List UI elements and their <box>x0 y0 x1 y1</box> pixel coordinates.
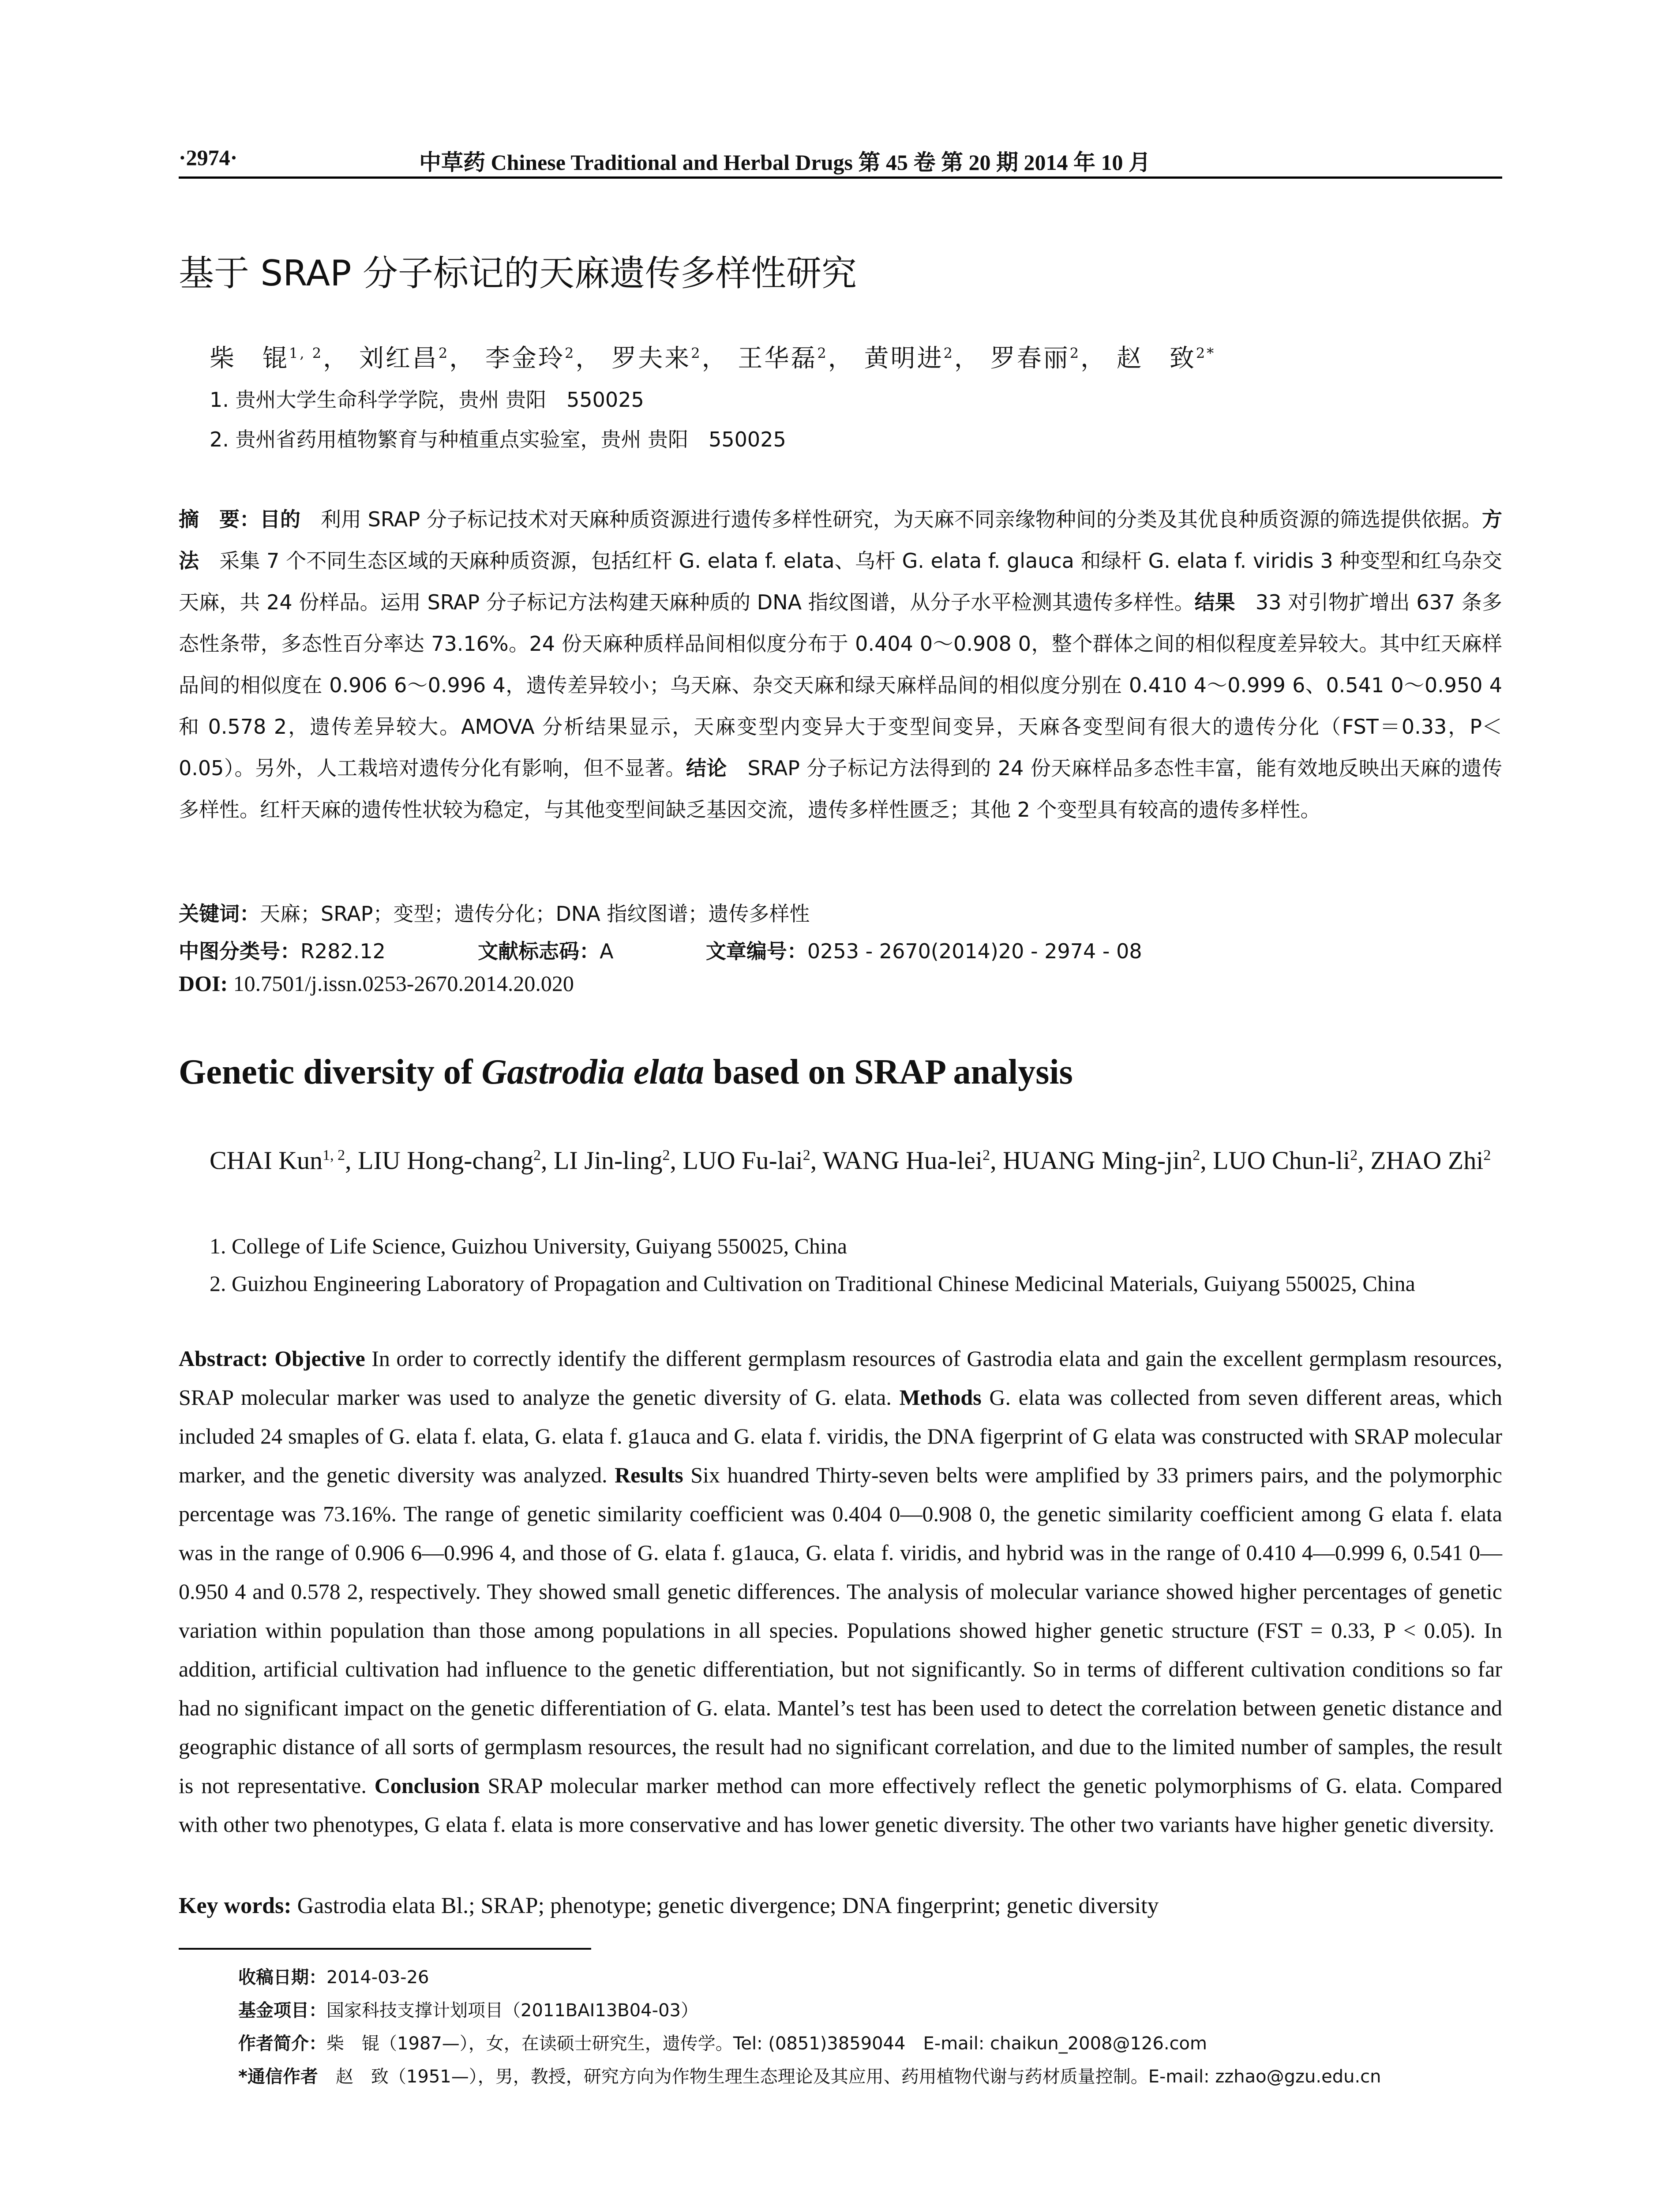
keywords-english <box>179 1893 1159 1919</box>
author-affil-mark: 2 <box>533 1147 541 1163</box>
keywords-text: 天麻；SRAP；变型；遗传分化；DNA 指纹图谱；遗传多样性 <box>260 902 810 926</box>
author-affil-mark: 2 <box>662 1147 670 1163</box>
keywords-label: Key words: <box>179 1893 292 1918</box>
doi-label: DOI: <box>179 971 228 996</box>
results-label: 结果 <box>1194 590 1235 614</box>
footnote-funding <box>238 1996 698 2022</box>
page-number: ·2974· <box>179 145 238 170</box>
doi-line <box>179 971 574 996</box>
running-header <box>179 140 1502 176</box>
footnote-author-bio <box>238 2030 1207 2055</box>
header-rule <box>179 176 1502 179</box>
footnote-label: 基金项目： <box>238 2000 326 2021</box>
author-affil-mark: 2 <box>438 345 450 362</box>
doc-code-value: A <box>600 939 614 963</box>
author-name: 罗春丽 <box>990 344 1070 373</box>
author-affil-mark: 2* <box>1196 345 1216 362</box>
authors-chinese: 柴 锟$^{1, 2}$， 刘红昌$^2$， 李金玲$^2$， 罗夫来$^2$， 王华磊$^2$， 黄明进$^2$， 罗春丽$^2$， 赵 致$^{2*}$ <box>210 344 1216 373</box>
methods-text: G. elata was collected from seven different areas, which included 24 smaples of G. elata f. elata, G. elata f. g1auca and G. elata f. viridis, the DNA figerprint of G elata was constructed with SRAP molecular marker, and the genetic diversity was analyzed. <box>179 1385 1502 1487</box>
author-name: 赵 致 <box>1116 344 1196 373</box>
methods-label: 方法 <box>179 507 1503 573</box>
title-english-species: Gastrodia elata <box>481 1053 704 1092</box>
conclusion-text: SRAP molecular marker method can more effectively reflect the genetic polymorphisms of G. elata. Compared with other two phenotypes, G elata f. elata is more conservative and has lower genetic diversity. The other two variants have higher genetic diversity. <box>179 1773 1502 1837</box>
results-label: Results <box>615 1463 683 1487</box>
abstract-label: 摘 要： <box>179 507 260 531</box>
affiliation-english-2: 2. Guizhou Engineering Laboratory of Propagation and Cultivation on Traditional Chinese Medicinal Materials, Guiyang 550025, China <box>210 1271 1415 1296</box>
footnote-text: 赵 致（1951—），男，教授，研究方向为作物生理生态理论及其应用、药用植物代谢与药材质量控制。E-mail: zzhao@gzu.edu.cn <box>318 2067 1381 2087</box>
title-english-post: based on SRAP analysis <box>704 1053 1073 1092</box>
objective-label: Objective <box>274 1346 365 1371</box>
footnote-text: 国家科技支撑计划项目（2011BAI13B04-03） <box>326 2000 698 2021</box>
authors-english: CHAI Kun$^{1, 2}$, LIU Hong-chang$^2$, LI Jin-ling$^2$, LUO Fu-lai$^2$, WANG Hua-lei$^2$, HUANG Ming-jin$^2$, LUO Chun-$li^2$, ZHAO Zhi$^2$ <box>210 1146 1491 1175</box>
title-chinese: 基于 SRAP 分子标记的天麻遗传多样性研究 <box>179 253 857 294</box>
article-no-label: 文章编号： <box>705 939 807 963</box>
clc-value: R282.12 <box>300 939 386 963</box>
footnote-label: 作者简介： <box>238 2033 326 2054</box>
results-text: 33 对引物扩增出 637 条多态性条带，多态性百分率达 73.16%。24 份天麻种质样品间相似度分布于 0.404 0～0.908 0，整个群体之间的相似程度差异较大。其中红天麻样品间的相似度在 0.906 6～0.996 4，遗传差异较小；乌天麻、杂交天麻和绿天麻样品间的相似度分别在 0.410 4～0.999 6、0.541 0～0.950 4 和 0.578 2，遗传差异较大。AMOVA 分析结果显示，天麻变型内变异大于变型间变异，天麻各变型间有很大的遗传分化（FST＝0.33，P＜0.05）。另外，人工栽培对遗传分化有影响，但不显著。 <box>179 590 1502 780</box>
classification-line <box>179 935 1142 964</box>
conclusion-label: Conclusion <box>374 1773 480 1798</box>
title-english <box>179 1052 1073 1092</box>
author-affil-mark: 2 <box>1069 345 1081 362</box>
article-no-value: 0253 - 2670(2014)20 - 2974 - 08 <box>807 939 1142 963</box>
clc-label: 中图分类号： <box>179 939 300 963</box>
doi-value: 10.7501/j.issn.0253-2670.2014.20.020 <box>228 971 574 996</box>
author-name: 柴 锟 <box>210 344 289 373</box>
abstract-english <box>179 1339 1502 1844</box>
conclusion-label: 结论 <box>686 756 727 780</box>
author-affil-mark: 2 <box>1192 1147 1200 1163</box>
author-affil-mark: 2 <box>1483 1147 1491 1163</box>
author-name: CHAI Kun <box>210 1146 323 1175</box>
author-affil-mark: 1, 2 <box>289 345 323 362</box>
footnote-received <box>238 1963 429 1988</box>
author-affil-mark: 2 <box>691 345 702 362</box>
author-affil-mark: 1, 2 <box>322 1147 345 1163</box>
objective-text: 利用 SRAP 分子标记技术对天麻种质资源进行遗传多样性研究，为天麻不同亲缘物种间的分类及其优良种质资源的筛选提供依据。 <box>300 507 1482 531</box>
footnote-text: 柴 锟（1987—），女，在读硕士研究生，遗传学。Tel: (0851)3859044 E-mail: chaikun_2008@126.com <box>326 2033 1207 2054</box>
abstract-label: Abstract: <box>179 1346 268 1371</box>
objective-label: 目的 <box>260 507 301 531</box>
keywords-chinese <box>179 898 810 927</box>
author-name: ZHAO Zhi <box>1370 1146 1484 1175</box>
author-name: LIU Hong-chang <box>358 1146 533 1175</box>
author-name: HUANG Ming-jin <box>1003 1146 1193 1175</box>
footnote-text: 2014-03-26 <box>326 1967 429 1988</box>
methods-text: 采集 7 个不同生态区域的天麻种质资源，包括红杆 G. elata f. elata、乌杆 G. elata f. glauca 和绿杆 G. elata f. viridis 3 种变型和红乌杂交天麻，共 24 份样品。运用 SRAP 分子标记方法构建天麻种质的 DNA 指纹图谱，从分子水平检测其遗传多样性。 <box>179 549 1503 614</box>
author-affil-mark: 2 <box>817 345 828 362</box>
affiliation-chinese-1: 1. 贵州大学生命科学学院，贵州 贵阳 550025 <box>210 388 644 412</box>
footnote-rule <box>179 1948 591 1950</box>
author-name: 刘红昌 <box>359 344 439 373</box>
author-name: 罗夫来 <box>611 344 691 373</box>
footnote-label: 收稿日期： <box>238 1967 326 1988</box>
author-name: 王华磊 <box>738 344 818 373</box>
author-name: WANG Hua-lei <box>822 1146 983 1175</box>
author-name: LUO Fu-lai <box>682 1146 803 1175</box>
affiliation-chinese-2: 2. 贵州省药用植物繁育与种植重点实验室，贵州 贵阳 550025 <box>210 428 786 451</box>
journal-line: 中草药 Chinese Traditional and Herbal Drugs 第 45 卷 第 20 期 2014 年 10 月 <box>419 150 1151 175</box>
abstract-chinese <box>179 499 1502 830</box>
author-affil-mark: 2 <box>943 345 954 362</box>
footnote-label: *通信作者 <box>238 2067 318 2087</box>
title-english-pre: Genetic diversity of <box>179 1053 482 1092</box>
affiliation-english-1: 1. College of Life Science, Guizhou University, Guiyang 550025, China <box>210 1234 848 1258</box>
keywords-label: 关键词： <box>179 902 260 926</box>
objective-text: In order to correctly identify the different germplasm resources of Gastrodia elata and gain the excellent germplasm resources, SRAP molecular marker was used to analyze the genetic diversity of G. elata. <box>179 1346 1503 1410</box>
methods-label: Methods <box>899 1385 982 1410</box>
author-affil-mark: 2 <box>565 345 576 362</box>
author-name: LI Jin-ling <box>554 1146 663 1175</box>
author-name: 黄明进 <box>864 344 944 373</box>
author-name: 李金玲 <box>485 344 565 373</box>
conclusion-text: SRAP 分子标记方法得到的 24 份天麻样品多态性丰富，能有效地反映出天麻的遗传多样性。红杆天麻的遗传性状较为稳定，与其他变型间缺乏基因交流，遗传多样性匮乏；其他 2 个变型具有较高的遗传多样性。 <box>179 756 1503 822</box>
author-affil-mark: 2 <box>982 1147 990 1163</box>
author-affil-mark: 2 <box>1350 1147 1358 1163</box>
author-affil-mark: 2 <box>802 1147 810 1163</box>
doc-code-label: 文献标志码： <box>478 939 600 963</box>
footnote-corresponding <box>238 2063 1381 2088</box>
author-name: LUO Chun-li <box>1213 1146 1350 1175</box>
results-text: Six huandred Thirty-seven belts were amplified by 33 primers pairs, and the polymorphic percentage was 73.16%. The range of genetic similarity coefficient was 0.404 0—0.908 0, the genetic similarity coefficient among G elata f. elata was in the range of 0.906 6—0.996 4, and those of G. elata f. g1auca, G. elata f. viridis, and hybrid was in the range of 0.410 4—0.999 6, 0.541 0—0.950 4 and 0.578 2, respectively. They showed small genetic differences. The analysis of molecular variance showed higher percentages of genetic variation within population than those among populations in all species. Populations showed higher genetic structure (FST = 0.33, P < 0.05). In addition, artificial cultivation had influence to the genetic differentiation, but not significantly. So in terms of different cultivation conditions so far had no significant impact on the genetic differentiation of G. elata. Mantel’s test has been used to detect the correlation between genetic distance and geographic distance of all sorts of germplasm resources, the result had no significant correlation, and due to the limited number of samples, the result is not representative. <box>179 1463 1503 1798</box>
keywords-text: Gastrodia elata Bl.; SRAP; phenotype; genetic divergence; DNA fingerprint; genetic diversity <box>291 1893 1159 1918</box>
